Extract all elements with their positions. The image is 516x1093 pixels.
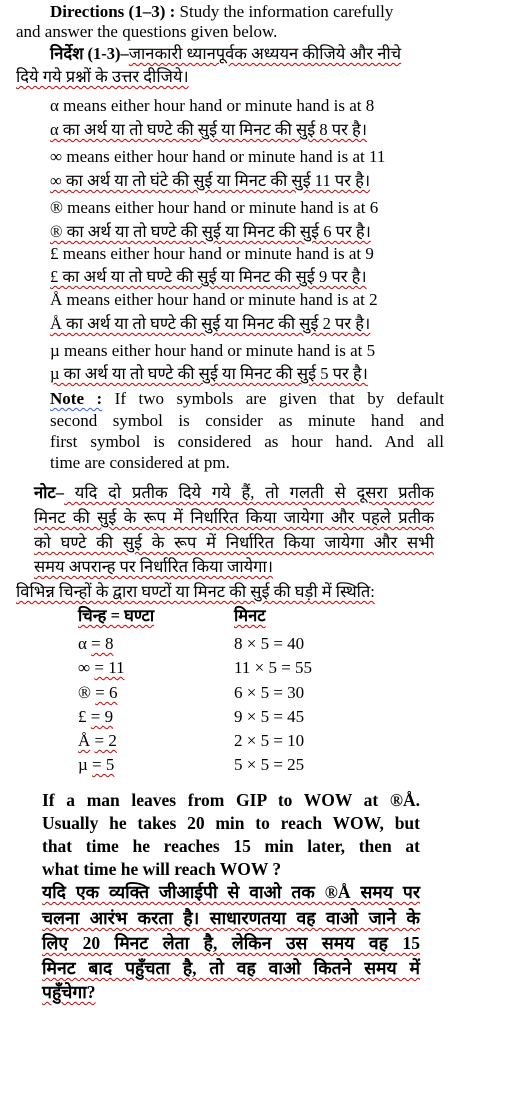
directions-text-1: Study the information carefully (175, 2, 394, 21)
symbol-hi-1: α का अर्थ या तो घण्टे की सुई या मिनट की सुई 8 पर है। (50, 120, 367, 139)
note-hi-line-4: समय अपरान्ह पर निर्धारित किया जायेगा। (34, 557, 274, 576)
symbol-hi-4: £ का अर्थ या तो घण्टे की सुई या मिनट की सुई 9 पर है। (50, 267, 367, 286)
note-text-1: If two symbols are given that by default (102, 389, 444, 408)
symbol-en-2: ∞ means either hour hand or minute hand is at 11 (50, 147, 386, 166)
table-hour-value: = 2 (94, 731, 117, 750)
directions-hi-line-2: दिये गये प्रश्नों के उत्तर दीजिये। (16, 67, 189, 86)
note-hi-line-1 (34, 483, 434, 503)
symbol-en-1: α means either hour hand or minute hand is at 8 (50, 96, 375, 115)
table-symbol: £ (78, 707, 87, 726)
table-hour-value: = 5 (92, 755, 115, 774)
table-symbol: ® (78, 683, 91, 702)
note-line-2: second symbol is consider as minute hand and (50, 411, 444, 430)
symbol-en-5: Å means either hour hand or minute hand is at 2 (50, 290, 378, 309)
table-minute-value: 5 × 5 = 25 (234, 755, 305, 774)
table-header-symbol-hour: चिन्ह = घण्टा (78, 606, 155, 625)
table-minute-value: 11 × 5 = 55 (234, 658, 313, 677)
table-symbol: α (78, 634, 87, 653)
directions-hi-text-1: जानकारी ध्यानपूर्वक अध्ययन कीजिये और नीचे (128, 44, 402, 63)
table-row (78, 634, 114, 654)
directions-hi-line-1 (50, 44, 444, 64)
note-line-1 (50, 389, 444, 409)
table-symbol: ∞ (78, 658, 91, 677)
question-hi-line-5: पहुँचेगा? (42, 982, 96, 1002)
table-hour-value: = 6 (95, 683, 118, 702)
table-row (78, 658, 125, 678)
note-line-4: time are considered at pm. (50, 453, 230, 472)
table-minute-value: 2 × 5 = 10 (234, 731, 305, 750)
note-hi-line-3: को घण्टे की सुई के रूप में निर्धारित किया जायेगा और सभी (34, 533, 434, 552)
note-hi-text-1: यदि दो प्रतीक दिये गये हैं, तो गलती से दूसरा प्रतीक (64, 483, 434, 502)
table-row (78, 731, 117, 751)
question-hi-line-2: चलना आरंभ करता है। साधारणतया वह वाओ जाने के (42, 908, 420, 928)
table-header-minute: मिनट (234, 606, 266, 625)
table-minute-value: 6 × 5 = 30 (234, 683, 305, 702)
table-row (78, 755, 114, 775)
table-hour-value: = 11 (94, 658, 125, 677)
question-hi-line-1: यदि एक व्यक्ति जीआईपी से वाओ तक ®Å समय पर (42, 882, 420, 902)
table-hour-value: = 8 (91, 634, 114, 653)
question-en-line-1: If a man leaves from GIP to WOW at ®Å. (42, 790, 420, 810)
question-hi-line-4: मिनट बाद पहुँचता है, तो वह वाओ कितने समय में (42, 958, 420, 978)
question-en-line-4: what time he will reach WOW ? (42, 859, 282, 879)
note-hi-label: नोट– (34, 483, 64, 502)
table-row (78, 707, 113, 727)
directions-label: Directions (1–3) : (50, 2, 176, 21)
position-heading: विभिन्न चिन्हों के द्वारा घण्टों या मिनट की सुई की घड़ी में स्थिति: (16, 582, 375, 601)
question-en-line-2: Usually he takes 20 min to reach WOW, but (42, 813, 420, 833)
symbol-hi-5: Å का अर्थ या तो घण्टे की सुई या मिनट की सुई 2 पर है। (50, 314, 371, 333)
directions-hi-label: निर्देश (1-3)– (50, 44, 129, 63)
question-en-line-3: that time he reaches 15 min later, then at (42, 836, 420, 856)
symbol-hi-2: ∞ का अर्थ या तो घंटे की सुई या मिनट की सुई 11 पर है। (50, 171, 371, 190)
table-symbol: Å (78, 731, 91, 750)
symbol-en-6: µ means either hour hand or minute hand is at 5 (50, 341, 376, 360)
symbol-hi-3: ® का अर्थ या तो घण्टे की सुई या मिनट की सुई 6 पर है। (50, 222, 371, 241)
symbol-en-4: £ means either hour hand or minute hand is at 9 (50, 244, 374, 263)
note-line-3: first symbol is considered as hour hand. And all (50, 432, 444, 451)
note-hi-line-2: मिनट की सुई के रूप में निर्धारित किया जायेगा और पहले प्रतीक (34, 508, 434, 527)
directions-line-2: and answer the questions given below. (16, 22, 278, 41)
symbol-hi-6: µ का अर्थ या तो घण्टे की सुई या मिनट की सुई 5 पर है। (50, 364, 368, 383)
table-hour-value: = 9 (90, 707, 114, 726)
table-symbol: µ (78, 755, 88, 774)
question-hi-line-3: लिए 20 मिनट लेता है, लेकिन उस समय वह 15 (42, 933, 420, 953)
symbol-en-3: ® means either hour hand or minute hand is at 6 (50, 198, 379, 217)
note-label: Note : (50, 389, 103, 408)
table-minute-value: 9 × 5 = 45 (234, 707, 305, 726)
table-minute-value: 8 × 5 = 40 (234, 634, 305, 653)
table-row (78, 683, 118, 703)
directions-line-1 (50, 2, 444, 22)
